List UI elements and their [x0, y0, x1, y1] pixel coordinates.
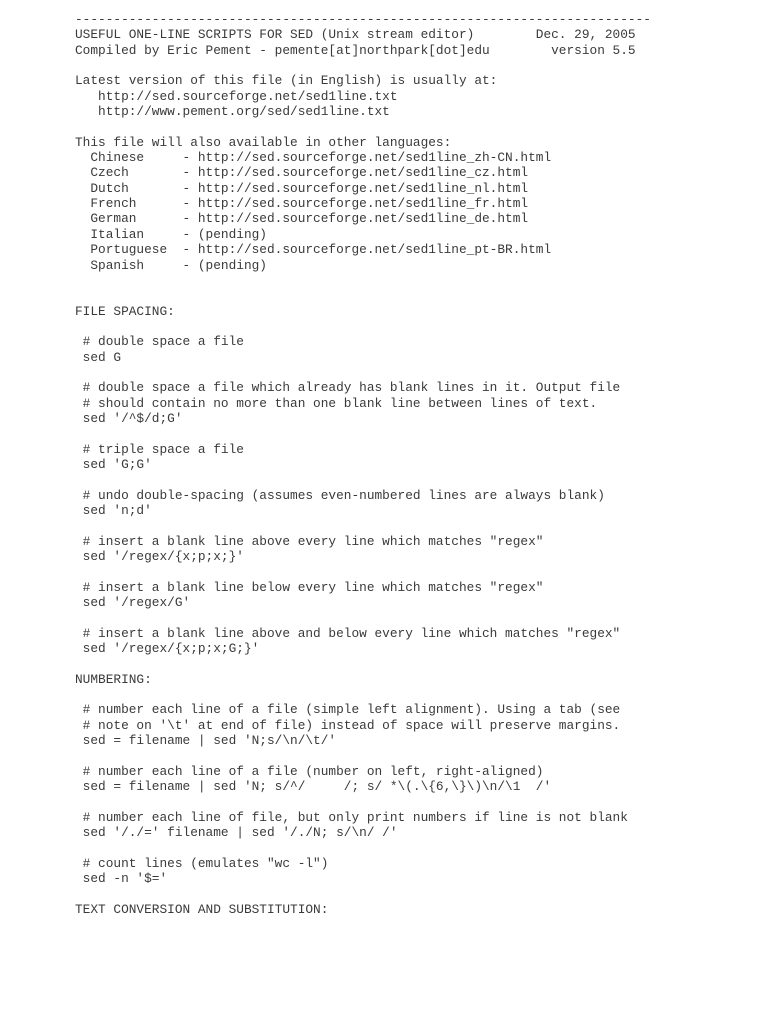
document-line: FILE SPACING: — [75, 303, 175, 319]
document-line: http://www.pement.org/sed/sed1line.txt — [75, 104, 390, 120]
document-line: sed 'n;d' — [75, 503, 152, 518]
document-line: sed '/regex/{x;p;x;}' — [75, 549, 244, 565]
document-line: sed '/./=' filename | sed '/./N; s/\n/ /' — [75, 825, 398, 841]
document-line: Portuguese - http://sed.sourceforge.net/sed1line_pt-BR.html — [75, 242, 552, 258]
document-line: sed = filename | sed 'N; s/^/ /; s/ *\(.\{6,\}\)\n/\1 /' — [75, 779, 552, 795]
document-line: sed = filename | sed 'N;s/\n/\t/' — [75, 733, 337, 749]
document-line: # should contain no more than one blank line between lines of text. — [75, 395, 598, 411]
document-line: NUMBERING: — [75, 671, 152, 687]
document-line: # insert a blank line below every line which matches "regex" — [75, 579, 544, 595]
document-line: USEFUL ONE-LINE SCRIPTS FOR SED (Unix stream editor) Dec. 29, 2005 — [75, 27, 636, 43]
document-line: # number each line of a file (number on left, right-aligned) — [75, 763, 544, 779]
document-line — [75, 472, 651, 487]
document-line — [75, 795, 651, 810]
document-line: sed '/regex/G' — [75, 595, 191, 611]
document-line — [75, 365, 651, 380]
document-line: --------------------------------------------------------------------------- — [75, 12, 651, 27]
document-line: Compiled by Eric Pement - pemente[at]northpark[dot]edu version 5.5 — [75, 42, 636, 58]
document-line: sed 'G;G' — [75, 456, 152, 472]
document-text — [75, 12, 651, 917]
document-line — [75, 319, 651, 334]
document-line: # count lines (emulates "wc -l") — [75, 855, 329, 871]
document-line: Czech - http://sed.sourceforge.net/sed1line_cz.html — [75, 165, 529, 181]
document-line: TEXT CONVERSION AND SUBSTITUTION: — [75, 901, 329, 917]
document-line: # triple space a file — [75, 441, 244, 457]
document-line: # undo double-spacing (assumes even-numbered lines are always blank) — [75, 487, 605, 503]
document-line — [75, 610, 651, 625]
document-line — [75, 887, 651, 902]
document-line: sed '/regex/{x;p;x;G;}' — [75, 641, 260, 657]
document-line — [75, 841, 651, 856]
document-line — [75, 119, 651, 134]
document-line: This file will also available in other languages: — [75, 134, 452, 150]
document-line — [75, 426, 651, 441]
document-line: # number each line of a file (simple left alignment). Using a tab (see — [75, 702, 621, 718]
document-line: # insert a blank line above and below every line which matches "regex" — [75, 625, 621, 641]
document-line: Dutch - http://sed.sourceforge.net/sed1line_nl.html — [75, 180, 529, 196]
document-line — [75, 687, 651, 702]
document-line: http://sed.sourceforge.net/sed1line.txt — [75, 88, 398, 104]
document-line: Latest version of this file (in English) is usually at: — [75, 73, 498, 89]
document-line: French - http://sed.sourceforge.net/sed1line_fr.html — [75, 196, 529, 212]
document-line: # double space a file — [75, 334, 244, 350]
document-line: Spanish - (pending) — [75, 257, 267, 273]
document-line: Italian - (pending) — [75, 226, 267, 242]
document-line: Chinese - http://sed.sourceforge.net/sed1line_zh-CN.html — [75, 150, 552, 166]
document-line — [75, 564, 651, 579]
document-line: sed '/^$/d;G' — [75, 410, 183, 426]
document-line — [75, 273, 651, 288]
document-line: # number each line of file, but only print numbers if line is not blank — [75, 809, 628, 825]
document-line: # note on '\t' at end of file) instead of space will preserve margins. — [75, 717, 621, 733]
document-line: # double space a file which already has blank lines in it. Output file — [75, 380, 621, 396]
document-line — [75, 518, 651, 533]
document-line — [75, 749, 651, 764]
document-line: # insert a blank line above every line which matches "regex" — [75, 533, 544, 549]
document-line: sed -n '$=' — [75, 871, 168, 887]
document-line — [75, 288, 651, 303]
document-line: German - http://sed.sourceforge.net/sed1line_de.html — [75, 211, 529, 227]
document-line — [75, 656, 651, 671]
document-line: sed G — [75, 349, 122, 365]
document-line — [75, 58, 651, 73]
